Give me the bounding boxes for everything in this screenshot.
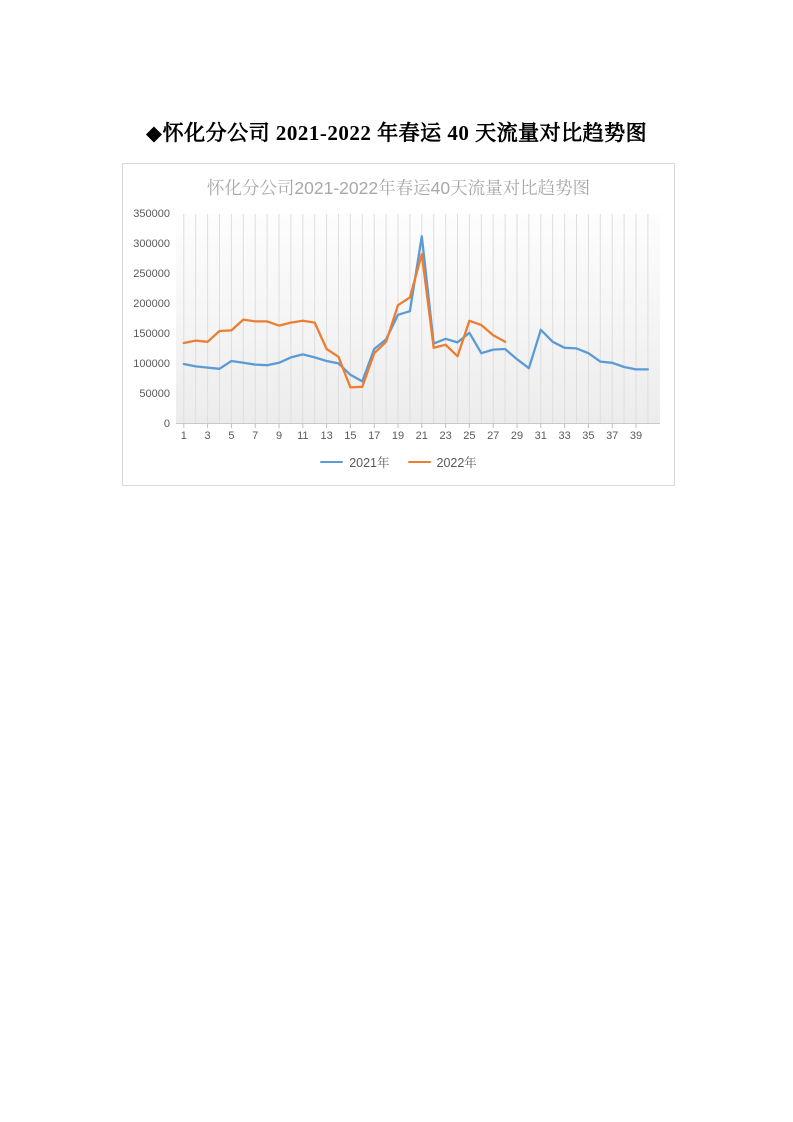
chart (122, 163, 675, 486)
x-axis-label: 37 (606, 430, 619, 442)
x-axis-label: 23 (439, 430, 452, 442)
x-axis-label: 11 (297, 430, 309, 442)
x-axis-label: 27 (487, 430, 500, 442)
y-axis-label: 300000 (133, 238, 170, 250)
x-axis-label: 25 (463, 430, 476, 442)
x-axis-label: 39 (629, 430, 643, 442)
y-axis-label: 350000 (133, 208, 170, 220)
x-axis-label: 7 (252, 430, 259, 442)
chart-legend (123, 453, 674, 471)
y-axis-label: 200000 (133, 298, 170, 310)
x-axis-label: 13 (320, 430, 333, 442)
chart-title: 怀化分公司2021-2022年春运40天流量对比趋势图 (206, 178, 591, 198)
legend-item (320, 453, 389, 471)
y-axis-label: 50000 (139, 388, 170, 400)
y-axis-label: 100000 (133, 358, 170, 370)
x-axis-label: 3 (204, 430, 211, 442)
plot-svg (176, 214, 660, 429)
x-axis-label: 9 (275, 430, 283, 442)
x-axis-label: 5 (228, 430, 235, 442)
document-title: ◆怀化分公司 2021-2022 年春运 40 天流量对比趋势图 (145, 121, 648, 145)
y-axis-label: 0 (163, 418, 170, 430)
x-axis-label: 31 (534, 430, 547, 442)
y-axis-label: 250000 (133, 268, 170, 280)
x-axis-label: 21 (415, 430, 428, 442)
x-axis-label: 19 (391, 430, 405, 442)
legend-label: 2022年 (436, 456, 477, 470)
x-axis-label: 1 (180, 430, 187, 442)
x-axis-label: 35 (582, 430, 595, 442)
x-axis-label: 29 (510, 430, 524, 442)
x-axis-label: 33 (558, 430, 571, 442)
x-axis-label: 17 (368, 430, 381, 442)
plot-area (176, 214, 660, 424)
legend-line-swatch (320, 461, 343, 464)
y-axis-label: 150000 (133, 328, 170, 340)
legend-item (408, 453, 477, 471)
legend-label: 2021年 (349, 456, 390, 470)
x-axis-label: 15 (344, 430, 357, 442)
legend-line-swatch (408, 461, 431, 464)
